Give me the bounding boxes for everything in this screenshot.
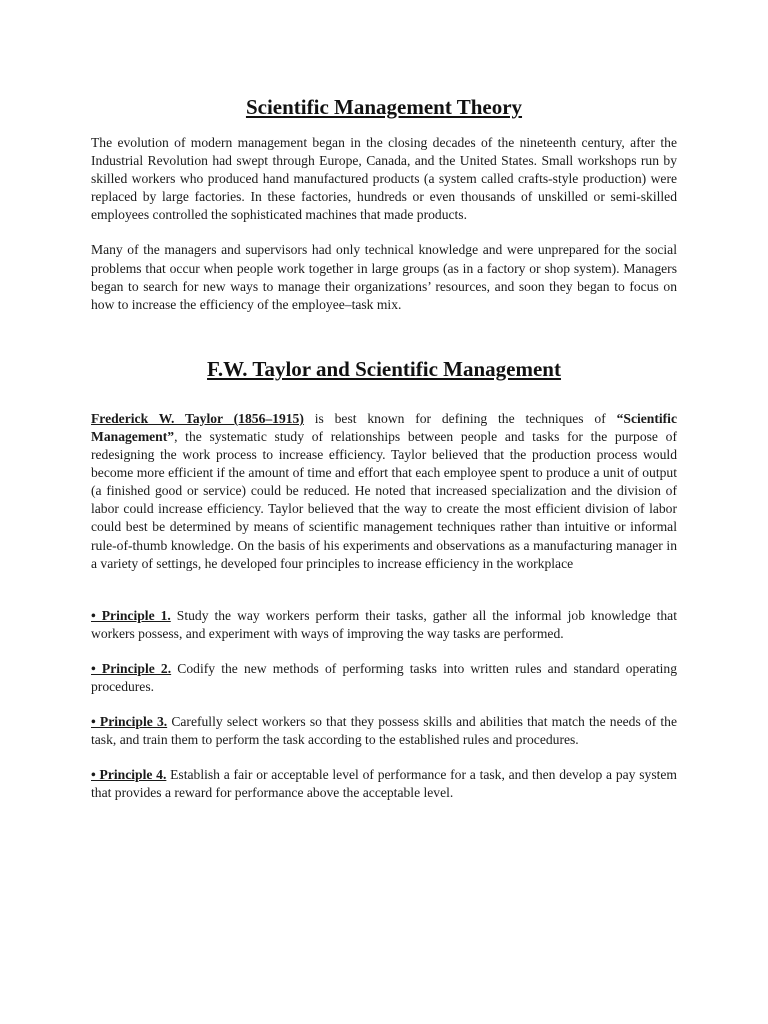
section-heading: F.W. Taylor and Scientific Management xyxy=(207,356,561,381)
principle-1 xyxy=(91,607,677,643)
principle-3-text: Carefully select workers so that they possess skills and abilities that match the needs of the task, and train them to perform the task according to the established rules and procedures. xyxy=(91,714,677,748)
principle-1-label: • Principle 1. xyxy=(91,607,171,623)
document-title: Scientific Management Theory xyxy=(245,95,523,119)
principle-2-text: Codify the new methods of performing tasks into written rules and standard operating procedures. xyxy=(91,660,677,694)
principle-2-label: • Principle 2. xyxy=(91,660,172,676)
principle-3 xyxy=(91,713,677,749)
scientific-management-term: “Scientific Management” xyxy=(91,410,677,444)
taylor-text-after-term: , the systematic study of relationships between people and tasks for the purpose of redesigning the work process to increase efficiency. Taylor believed that the production process would become more efficient if the amount of time and effort that each employee spent to produce a unit of output (a finished good or service) could be reduced. He noted that increased specialization and the division of labor could increase efficiency. Taylor believed that the way to create the most efficient division of labor could best be determined by means of scientific management techniques rather than intuitive or informal rule-of-thumb knowledge. On the basis of his experiments and observations as a manufacturing manager in a variety of settings, he developed four principles to increase efficiency in the workplace xyxy=(91,428,677,571)
taylor-text-before-term: is best known for defining the techniques of xyxy=(303,410,617,426)
principles-list xyxy=(91,607,677,803)
intro-paragraph-1: The evolution of modern management began in the closing decades of the nineteenth century, after the Industrial Revolution had swept through Europe, Canada, and the United States. Small workshops run by skilled workers who produced hand manufactured products (a system called crafts-style production) were replaced by large factories. In these factories, hundreds or even thousands of unskilled or semi-skilled employees controlled the sophisticated machines that made products. xyxy=(91,135,677,223)
principle-4-text: Establish a fair or acceptable level of performance for a task, and then develop a pay system that provides a reward for performance above the acceptable level. xyxy=(91,767,677,801)
principle-3-label: • Principle 3. xyxy=(91,714,168,730)
intro-paragraph-2: Many of the managers and supervisors had only technical knowledge and were unprepared for the social problems that occur when people work together in large groups (as in a factory or shop system). Managers began to search for new ways to manage their organizations’ resources, and soon they began to focus on how to increase the efficiency of the employee–task mix. xyxy=(91,242,677,312)
taylor-paragraph xyxy=(91,410,677,573)
principle-4 xyxy=(91,766,677,802)
principle-1-text: Study the way workers perform their tasks, gather all the informal job knowledge that workers possess, and experiment with ways of improving the way tasks are performed. xyxy=(91,607,677,641)
taylor-name: Frederick W. Taylor (1856–1915) xyxy=(91,410,304,426)
principle-4-label: • Principle 4. xyxy=(91,767,167,783)
principle-2 xyxy=(91,660,677,696)
